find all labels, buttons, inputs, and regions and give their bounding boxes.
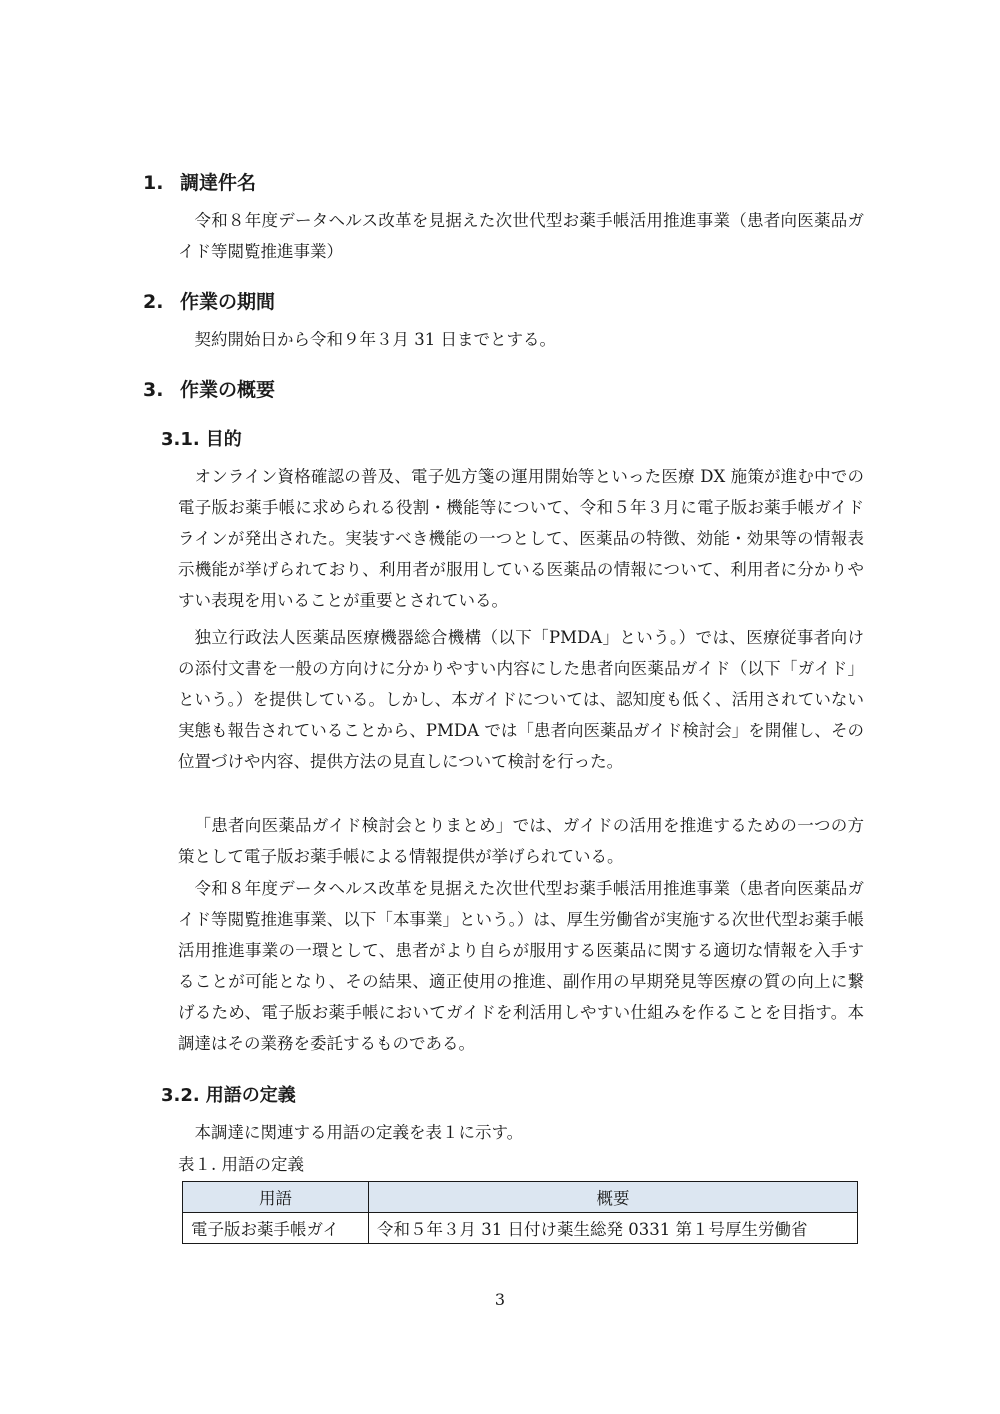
page-number: 3: [494, 1290, 506, 1309]
section-number: 2.: [143, 291, 164, 313]
section-heading-3: [143, 378, 275, 402]
subsection-number: 3.2.: [161, 1085, 200, 1106]
definitions-intro-paragraph: 本調達に関連する用語の定義を表１に示す。: [194, 1123, 524, 1142]
subsection-heading-3-2: [161, 1084, 296, 1108]
section-title: 作業の概要: [180, 379, 276, 401]
work-period-paragraph: 契約開始日から令和９年３月 31 日までとする。: [194, 330, 556, 349]
purpose-paragraph-2: 独立行政法人医薬品医療機器総合機構（以下「PMDA」という。）では、医療従事者向けの添付文書を一般の方向けに分かりやすい内容にした患者向医薬品ガイド（以下「ガイド」という。）を提供している。しかし、本ガイドについては、認知度も低く、活用されていない実態も報告されていることから、PMDA では「患者向医薬品ガイド検討会」を開催し、その位置づけや内容、提供方法の見直しについて検討を行った。: [178, 628, 864, 771]
table-header-row: [183, 1182, 858, 1213]
table-row: [183, 1213, 858, 1244]
section-heading-2: [143, 290, 275, 314]
subsection-heading-3-1: [161, 428, 242, 452]
subsection-title: 用語の定義: [205, 1085, 296, 1106]
section-heading-1: [143, 171, 256, 195]
section-title: 作業の期間: [180, 291, 276, 313]
terms-table: [182, 1181, 858, 1244]
section-number: 3.: [143, 379, 164, 401]
subsection-title: 目的: [205, 429, 242, 450]
subsection-number: 3.1.: [161, 429, 200, 450]
table-cell-term: 電子版お薬手帳ガイ: [183, 1213, 369, 1244]
procurement-name-paragraph: 令和８年度データヘルス改革を見据えた次世代型お薬手帳活用推進事業（患者向医薬品ガイド等閲覧推進事業）: [178, 211, 864, 261]
table-header-summary: 概要: [369, 1182, 858, 1213]
section-title: 調達件名: [180, 172, 257, 194]
section-number: 1.: [143, 172, 164, 194]
table-cell-summary: 令和５年３月 31 日付け薬生総発 0331 第１号厚生労働省: [369, 1213, 858, 1244]
purpose-paragraph-4: 令和８年度データヘルス改革を見据えた次世代型お薬手帳活用推進事業（患者向医薬品ガイド等閲覧推進事業、以下「本事業」という。）は、厚生労働省が実施する次世代型お薬手帳活用推進事業の一環として、患者がより自らが服用する医薬品に関する適切な情報を入手することが可能となり、その結果、適正使用の推進、副作用の早期発見等医療の質の向上に繋げるため、電子版お薬手帳においてガイドを利活用しやすい仕組みを作ることを目指す。本調達はその業務を委託するものである。: [178, 879, 864, 1053]
purpose-paragraph-3: 「患者向医薬品ガイド検討会とりまとめ」では、ガイドの活用を推進するための一つの方策として電子版お薬手帳による情報提供が挙げられている。: [178, 816, 864, 866]
table-caption: 表１. 用語の定義: [178, 1155, 304, 1174]
purpose-paragraph-1: オンライン資格確認の普及、電子処方箋の運用開始等といった医療 DX 施策が進む中での電子版お薬手帳に求められる役割・機能等について、令和５年３月に電子版お薬手帳ガイドラインが発出された。実装すべき機能の一つとして、医薬品の特徴、効能・効果等の情報表示機能が挙げられており、利用者が服用している医薬品の情報について、利用者に分かりやすい表現を用いることが重要とされている。: [178, 467, 864, 610]
table-header-term: 用語: [183, 1182, 369, 1213]
